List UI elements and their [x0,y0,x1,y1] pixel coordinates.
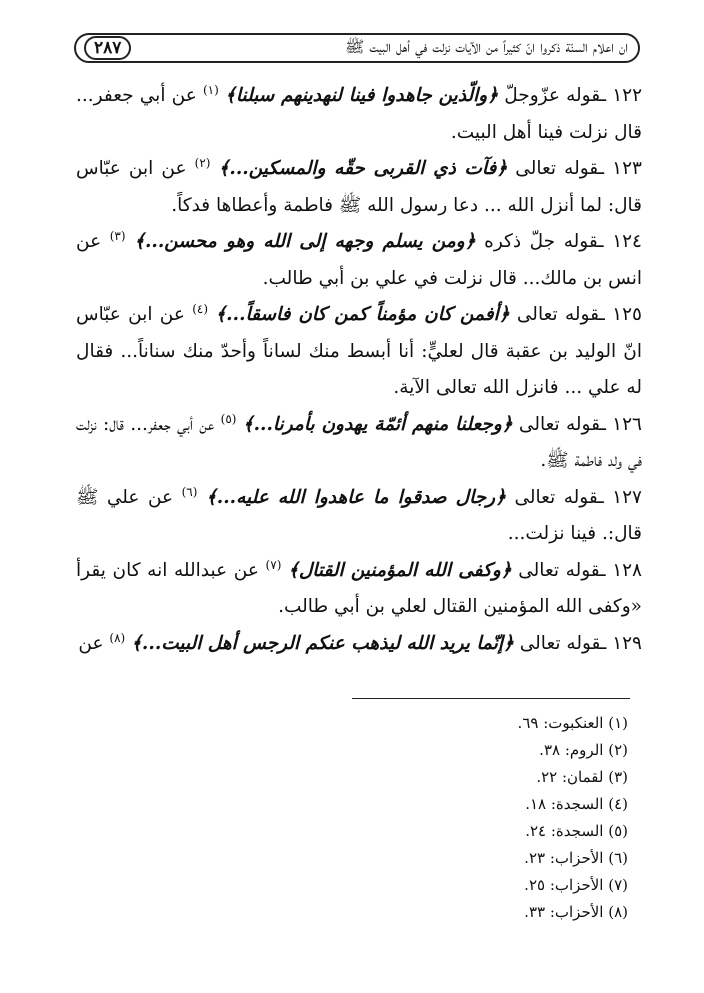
paragraph-text: عن ابن عبّاس انّ الوليد بن عقبة قال لعليٍّ: أنا أبسط منك لساناً وأحدّ منك سناناً... فقال له علي ... فانزل الله تعالى الآية. [76,304,642,398]
quran-quote: ﴿وكفى الله المؤمنين القتال﴾ [288,559,512,581]
footnote-item: (٨) الأحزاب: ٣٣. [524,903,628,921]
paragraph-129 [76,626,642,663]
paragraph-text: عن انس بن مالك... قال نزلت في علي بن أبي طالب. [76,231,642,289]
paragraph-126 [76,407,642,480]
paragraph-intro: قوله جلّ ذكره [484,231,599,252]
footnote-item: (١) العنكبوت: ٦٩. [517,714,628,732]
paragraph-number: ١٢٦ ـ [600,413,642,435]
footnote-item: (٥) السجدة: ٢٤. [525,822,628,840]
main-text [76,78,642,662]
paragraph-123 [76,151,642,224]
paragraph-number: ١٢٢ ـ [600,85,643,106]
footnote-item: (٢) الروم: ٣٨. [539,741,628,759]
paragraph-number: ١٢٧ ـ [598,486,642,508]
paragraph-number: ١٢٨ ـ [600,559,642,581]
paragraph-124 [76,224,642,297]
footnote-ref: (١) [202,82,219,97]
quran-quote: ﴿ومن يسلم وجهه إلى الله وهو محسن...﴾ [134,231,476,252]
paragraph-intro: قوله تعالى [515,158,599,179]
page-number: ٢٨٧ [84,36,131,60]
paragraph-intro: قوله تعالى [519,632,601,654]
paragraph-intro: قوله تعالى [518,413,601,435]
quran-quote: ﴿والّذين جاهدوا فينا لنهدينهم سبلنا﴾ [225,85,499,106]
footnote-item: (٦) الأحزاب: ٢٣. [524,849,628,867]
paragraph-128 [76,553,642,626]
paragraph-number: ١٢٤ ـ [598,231,642,252]
paragraph-intro: قوله تعالى [514,486,599,508]
quran-quote: ﴿رجال صدقوا ما عاهدوا الله عليه...﴾ [205,486,506,508]
paragraph-intro: قوله تعالى [516,304,600,325]
footnote-ref: (٨) [109,630,126,645]
running-header [74,33,640,63]
paragraph-number: ١٢٥ ـ [599,304,642,325]
paragraph-text: عن عبدالله انه كان يقرأ «وكفى الله المؤمنين القتال لعلي بن أبي طالب. [76,559,642,617]
paragraph-text: عن ابن عبّاس قال: لما أنزل الله ... دعا رسول الله ﷺ فاطمة وأعطاها فدكاً. [76,158,642,216]
footnote-item: (٣) لقمان: ٢٢. [536,768,628,786]
quran-quote: ﴿فآت ذي القربى حقّه والمسكين...﴾ [218,158,508,179]
header-title: ان اعلام السنّة ذكروا انّ كثيراً من الآيات نزلت في أهل البيت ﷺ [344,36,628,56]
footnote-ref: (٢) [194,155,211,170]
quran-quote: ﴿إنّما يريد الله ليذهب عنكم الرجس أهل البيت...﴾ [131,632,514,654]
footnote-ref: (٣) [109,228,126,243]
paragraph-122 [76,78,642,151]
paragraph-text: عن [78,632,104,654]
paragraph-number: ١٢٩ ـ [600,632,642,654]
footnotes [328,710,628,926]
paragraph-number: ١٢٣ ـ [598,158,642,179]
footnote-item: (٤) السجدة: ١٨. [525,795,628,813]
quran-quote: ﴿وجعلنا منهم أئمّة يهدون بأمرنا...﴾ [242,413,513,435]
footnote-ref: (٥) [220,411,237,426]
paragraph-125 [76,297,642,407]
paragraph-text: عن أبي جعفر... قال نزلت فينا أهل البيت. [76,85,642,143]
paragraph-intro: قوله تعالى [518,559,601,581]
paragraph-text: عن أبي جعفر... قال: نزلت في ولد فاطمة ﷺ. [76,413,642,471]
paragraph-intro: قوله عزّوجلّ [504,85,601,106]
footnote-ref: (٧) [265,557,282,572]
footnote-divider [352,698,630,699]
footnote-ref: (٤) [192,301,209,316]
paragraph-text: عن علي ﷺ قال:. فينا نزلت... [76,486,642,544]
paragraph-127 [76,480,642,553]
footnote-item: (٧) الأحزاب: ٢٥. [524,876,628,894]
footnote-ref: (٦) [181,484,198,499]
quran-quote: ﴿أفمن كان مؤمناً كمن كان فاسقاً...﴾ [215,304,510,325]
